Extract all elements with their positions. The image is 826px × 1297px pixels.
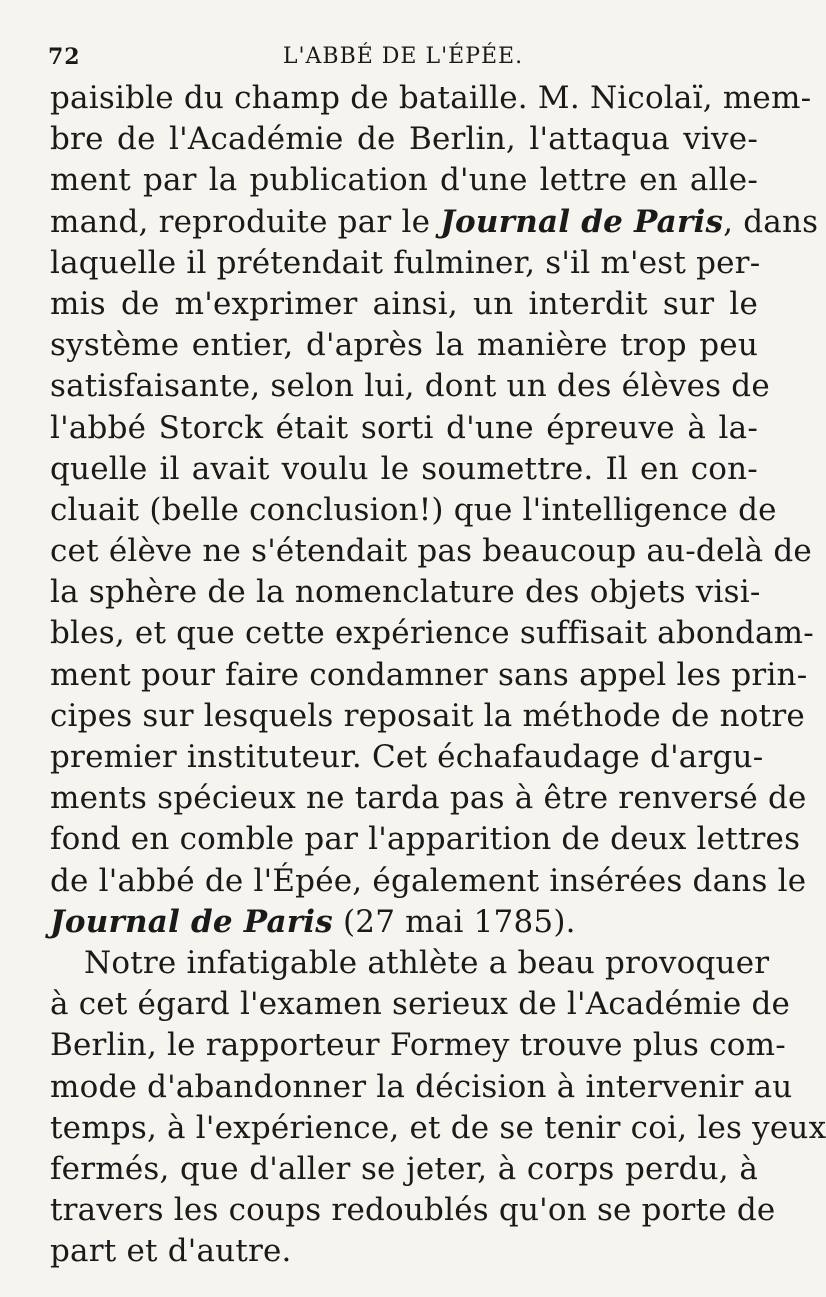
text-line: fermés, que d'aller se jeter, à corps perdu, à [50, 1150, 758, 1187]
text-line: paisible du champ de bataille. M. Nicolaï, mem- [50, 80, 812, 116]
text-line: l'abbé Storck était sorti d'une épreuve à la- [50, 409, 758, 446]
text-segment: , dans [723, 203, 819, 240]
text-segment: mand, reproduite par le [50, 203, 441, 240]
text-line: la sphère de la nomenclature des objets visi- [50, 574, 761, 611]
text-line: bles, et que cette expérience suffisait abondam- [50, 615, 814, 652]
text-line: cluait (belle conclusion!) que l'intelligence de [50, 491, 777, 528]
text-line: premier instituteur. Cet échafaudage d'argu- [50, 739, 764, 775]
running-title: L'ABBÉ DE L'ÉPÉE. [282, 44, 524, 69]
text-line: part et d'autre. [50, 1233, 292, 1270]
text-line: fond en comble par l'apparition de deux lettres [50, 821, 801, 858]
text-line: mis de m'exprimer ainsi, un interdit sur le [50, 285, 758, 322]
text-line: système entier, d'après la manière trop peu [50, 327, 758, 364]
page-header [48, 44, 758, 74]
text-line: de l'abbé de l'Épée, également insérées dans le [50, 862, 807, 899]
text-line: mode d'abandonner la décision à intervenir au [50, 1068, 793, 1105]
text-line: ment par la publication d'une lettre en alle- [50, 162, 758, 199]
journal-title: Journal de Paris [50, 903, 333, 940]
text-segment: (27 mai 1785). [332, 903, 576, 940]
text-line: ment pour faire condamner sans appel les prin- [50, 656, 808, 693]
text-line: ments spécieux ne tarda pas à être renversé de [50, 780, 807, 817]
text-line: quelle il avait voulu le soumettre. Il en con- [50, 450, 758, 487]
text-line: cipes sur lesquels reposait la méthode de notre [50, 697, 805, 734]
text-line [50, 202, 819, 243]
text-line: temps, à l'expérience, et de se tenir coi, les yeux [50, 1109, 826, 1146]
text-line: satisfaisante, selon lui, dont un des élèves de [50, 368, 770, 405]
text-line: Berlin, le rapporteur Formey trouve plus com- [50, 1027, 786, 1064]
text-line: bre de l'Académie de Berlin, l'attaqua vive- [50, 121, 758, 158]
text-line: à cet égard l'examen serieux de l'Académie de [50, 986, 791, 1023]
page-number: 72 [48, 44, 81, 70]
text-line: laquelle il prétendait fulminer, s'il m'est per- [50, 244, 761, 281]
text-line: cet élève ne s'étendait pas beaucoup au-delà de [50, 533, 812, 570]
text-line: travers les coups redoublés qu'on se porte de [50, 1192, 776, 1229]
journal-title: Journal de Paris [440, 203, 724, 240]
text-line [50, 902, 758, 943]
body-text [50, 78, 826, 1272]
paragraph-start-line: Notre infatigable athlète a beau provoquer [84, 944, 770, 981]
